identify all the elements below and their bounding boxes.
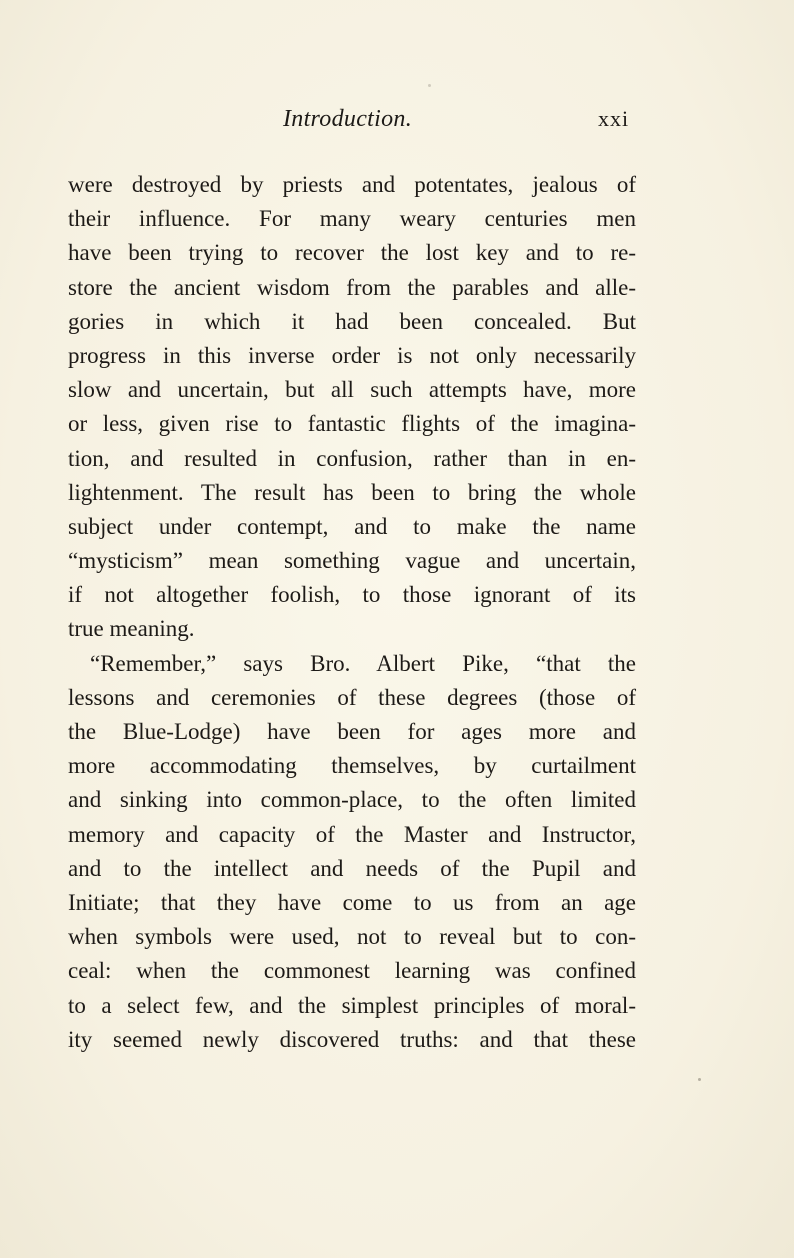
text-line: ceal: when the commonest learning was confined [68,958,636,984]
running-title: Introduction. [283,106,412,132]
paragraph [68,168,636,647]
text-line: to a select few, and the simplest principles of moral- [68,992,636,1018]
paragraph [68,647,636,1057]
text-line: when symbols were used, not to reveal but to con- [68,924,636,950]
text-line: store the ancient wisdom from the parables and alle- [68,274,636,300]
text-line: if not altogether foolish, to those ignorant of its [68,582,636,608]
text-line: true meaning. [68,616,195,642]
text-line: or less, given rise to fantastic flights of the imagina- [68,411,636,437]
text-line: tion, and resulted in confusion, rather than in en- [68,445,636,471]
text-line: progress in this inverse order is not only necessarily [68,342,636,368]
page-header [0,106,794,142]
text-line: slow and uncertain, but all such attempts have, more [68,377,636,403]
text-line: and to the intellect and needs of the Pupil and [68,855,636,881]
text-line: lessons and ceremonies of these degrees (those of [68,684,636,710]
text-line: gories in which it had been concealed. But [68,308,636,334]
text-line: have been trying to recover the lost key and to re- [68,240,636,266]
text-line: memory and capacity of the Master and Instructor, [68,821,636,847]
text-line: lightenment. The result has been to bring the whole [68,479,636,505]
text-line: were destroyed by priests and potentates, jealous of [68,172,636,197]
text-line: and sinking into common-place, to the often limited [68,787,636,813]
text-line: their influence. For many weary centuries men [68,206,636,232]
body-text [68,168,636,1057]
text-line: more accommodating themselves, by curtailment [68,753,636,779]
text-line: the Blue-Lodge) have been for ages more and [68,719,636,744]
page-number: xxi [598,106,630,131]
text-line: Initiate; that they have come to us from an age [68,889,636,915]
text-line: “Remember,” says Bro. Albert Pike, “that the [90,650,636,676]
paper-speck [698,1078,701,1081]
paper-speck [428,84,431,87]
text-line: “mysticism” mean something vague and uncertain, [68,548,636,574]
text-line: subject under contempt, and to make the name [68,513,636,539]
text-line: ity seemed newly discovered truths: and that these [68,1026,636,1052]
